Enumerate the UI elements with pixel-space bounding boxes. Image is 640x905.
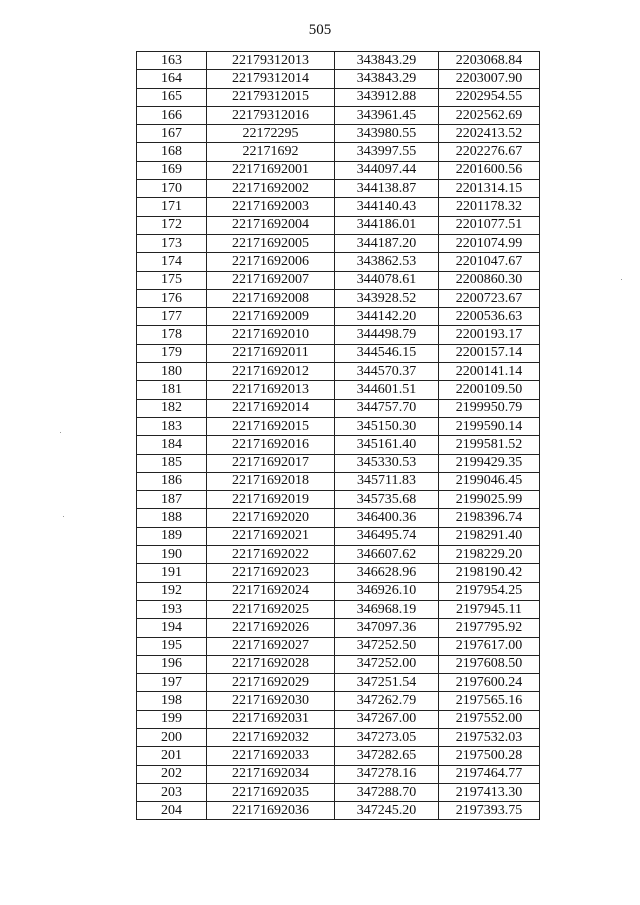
point-id-cell: 22171692036 — [207, 802, 335, 820]
point-id-cell: 22179312015 — [207, 88, 335, 106]
point-id-cell: 22171692009 — [207, 308, 335, 326]
point-id-cell: 22171692024 — [207, 582, 335, 600]
y-coordinate-cell: 2197608.50 — [439, 655, 540, 673]
table-row — [137, 582, 540, 600]
x-coordinate-cell: 347278.16 — [335, 765, 439, 783]
point-id-cell: 22171692016 — [207, 436, 335, 454]
row-number-cell: 167 — [137, 125, 207, 143]
y-coordinate-cell: 2197600.24 — [439, 674, 540, 692]
point-id-cell: 22171692010 — [207, 326, 335, 344]
table-row — [137, 234, 540, 252]
y-coordinate-cell: 2197565.16 — [439, 692, 540, 710]
y-coordinate-cell: 2198396.74 — [439, 509, 540, 527]
x-coordinate-cell: 347097.36 — [335, 619, 439, 637]
point-id-cell: 22171692006 — [207, 253, 335, 271]
x-coordinate-cell: 345735.68 — [335, 491, 439, 509]
table-row — [137, 326, 540, 344]
y-coordinate-cell: 2198229.20 — [439, 546, 540, 564]
table-row — [137, 216, 540, 234]
row-number-cell: 193 — [137, 600, 207, 618]
x-coordinate-cell: 347251.54 — [335, 674, 439, 692]
point-id-cell: 22171692035 — [207, 783, 335, 801]
row-number-cell: 204 — [137, 802, 207, 820]
y-coordinate-cell: 2197393.75 — [439, 802, 540, 820]
table-row — [137, 637, 540, 655]
x-coordinate-cell: 347273.05 — [335, 728, 439, 746]
y-coordinate-cell: 2200723.67 — [439, 289, 540, 307]
row-number-cell: 168 — [137, 143, 207, 161]
table-row — [137, 399, 540, 417]
table-row — [137, 436, 540, 454]
table-row — [137, 491, 540, 509]
row-number-cell: 201 — [137, 747, 207, 765]
y-coordinate-cell: 2197500.28 — [439, 747, 540, 765]
point-id-cell: 22171692025 — [207, 600, 335, 618]
point-id-cell: 22179312013 — [207, 52, 335, 70]
y-coordinate-cell: 2200193.17 — [439, 326, 540, 344]
y-coordinate-cell: 2202954.55 — [439, 88, 540, 106]
point-id-cell: 22171692021 — [207, 527, 335, 545]
point-id-cell: 22171692005 — [207, 234, 335, 252]
y-coordinate-cell: 2199046.45 — [439, 472, 540, 490]
x-coordinate-cell: 346495.74 — [335, 527, 439, 545]
y-coordinate-cell: 2197795.92 — [439, 619, 540, 637]
y-coordinate-cell: 2197945.11 — [439, 600, 540, 618]
table-row — [137, 381, 540, 399]
table-row — [137, 289, 540, 307]
x-coordinate-cell: 345330.53 — [335, 454, 439, 472]
row-number-cell: 184 — [137, 436, 207, 454]
x-coordinate-cell: 343928.52 — [335, 289, 439, 307]
row-number-cell: 170 — [137, 180, 207, 198]
table-row — [137, 600, 540, 618]
x-coordinate-cell: 347262.79 — [335, 692, 439, 710]
y-coordinate-cell: 2201074.99 — [439, 234, 540, 252]
point-id-cell: 22171692013 — [207, 381, 335, 399]
x-coordinate-cell: 344601.51 — [335, 381, 439, 399]
y-coordinate-cell: 2200157.14 — [439, 344, 540, 362]
y-coordinate-cell: 2201178.32 — [439, 198, 540, 216]
y-coordinate-cell: 2199581.52 — [439, 436, 540, 454]
table-row — [137, 70, 540, 88]
table-row — [137, 527, 540, 545]
y-coordinate-cell: 2202562.69 — [439, 106, 540, 124]
y-coordinate-cell: 2199950.79 — [439, 399, 540, 417]
table-row — [137, 765, 540, 783]
row-number-cell: 182 — [137, 399, 207, 417]
row-number-cell: 165 — [137, 88, 207, 106]
x-coordinate-cell: 343980.55 — [335, 125, 439, 143]
row-number-cell: 188 — [137, 509, 207, 527]
y-coordinate-cell: 2197954.25 — [439, 582, 540, 600]
row-number-cell: 169 — [137, 161, 207, 179]
x-coordinate-cell: 347282.65 — [335, 747, 439, 765]
point-id-cell: 22171692017 — [207, 454, 335, 472]
table-row — [137, 143, 540, 161]
table-row — [137, 619, 540, 637]
x-coordinate-cell: 346926.10 — [335, 582, 439, 600]
point-id-cell: 22171692015 — [207, 417, 335, 435]
table-row — [137, 564, 540, 582]
table-row — [137, 655, 540, 673]
y-coordinate-cell: 2202276.67 — [439, 143, 540, 161]
x-coordinate-cell: 345161.40 — [335, 436, 439, 454]
row-number-cell: 203 — [137, 783, 207, 801]
row-number-cell: 197 — [137, 674, 207, 692]
y-coordinate-cell: 2201314.15 — [439, 180, 540, 198]
point-id-cell: 22171692001 — [207, 161, 335, 179]
x-coordinate-cell: 343862.53 — [335, 253, 439, 271]
point-id-cell: 22171692034 — [207, 765, 335, 783]
x-coordinate-cell: 344546.15 — [335, 344, 439, 362]
coordinates-table — [136, 51, 540, 820]
row-number-cell: 191 — [137, 564, 207, 582]
row-number-cell: 178 — [137, 326, 207, 344]
point-id-cell: 22171692003 — [207, 198, 335, 216]
row-number-cell: 166 — [137, 106, 207, 124]
point-id-cell: 22171692027 — [207, 637, 335, 655]
point-id-cell: 22179312016 — [207, 106, 335, 124]
point-id-cell: 22171692022 — [207, 546, 335, 564]
point-id-cell: 22171692030 — [207, 692, 335, 710]
row-number-cell: 196 — [137, 655, 207, 673]
y-coordinate-cell: 2197617.00 — [439, 637, 540, 655]
row-number-cell: 179 — [137, 344, 207, 362]
x-coordinate-cell: 343961.45 — [335, 106, 439, 124]
table-row — [137, 417, 540, 435]
x-coordinate-cell: 346968.19 — [335, 600, 439, 618]
table-row — [137, 88, 540, 106]
table-row — [137, 253, 540, 271]
x-coordinate-cell: 344138.87 — [335, 180, 439, 198]
row-number-cell: 175 — [137, 271, 207, 289]
x-coordinate-cell: 344140.43 — [335, 198, 439, 216]
x-coordinate-cell: 344097.44 — [335, 161, 439, 179]
table-row — [137, 106, 540, 124]
row-number-cell: 180 — [137, 363, 207, 381]
table-row — [137, 546, 540, 564]
x-coordinate-cell: 347288.70 — [335, 783, 439, 801]
row-number-cell: 181 — [137, 381, 207, 399]
table-row — [137, 180, 540, 198]
scan-speck — [60, 432, 61, 433]
table-row — [137, 454, 540, 472]
row-number-cell: 174 — [137, 253, 207, 271]
table-row — [137, 783, 540, 801]
x-coordinate-cell: 344186.01 — [335, 216, 439, 234]
row-number-cell: 189 — [137, 527, 207, 545]
table-row — [137, 198, 540, 216]
point-id-cell: 22171692023 — [207, 564, 335, 582]
table-row — [137, 728, 540, 746]
x-coordinate-cell: 346400.36 — [335, 509, 439, 527]
y-coordinate-cell: 2199590.14 — [439, 417, 540, 435]
table-row — [137, 308, 540, 326]
x-coordinate-cell: 343843.29 — [335, 70, 439, 88]
row-number-cell: 194 — [137, 619, 207, 637]
x-coordinate-cell: 344142.20 — [335, 308, 439, 326]
row-number-cell: 198 — [137, 692, 207, 710]
point-id-cell: 22171692029 — [207, 674, 335, 692]
y-coordinate-cell: 2197464.77 — [439, 765, 540, 783]
point-id-cell: 22171692032 — [207, 728, 335, 746]
x-coordinate-cell: 346628.96 — [335, 564, 439, 582]
row-number-cell: 200 — [137, 728, 207, 746]
table-row — [137, 52, 540, 70]
y-coordinate-cell: 2197552.00 — [439, 710, 540, 728]
point-id-cell: 22171692014 — [207, 399, 335, 417]
point-id-cell: 22179312014 — [207, 70, 335, 88]
row-number-cell: 163 — [137, 52, 207, 70]
y-coordinate-cell: 2201600.56 — [439, 161, 540, 179]
table-row — [137, 674, 540, 692]
y-coordinate-cell: 2203068.84 — [439, 52, 540, 70]
y-coordinate-cell: 2199429.35 — [439, 454, 540, 472]
y-coordinate-cell: 2198291.40 — [439, 527, 540, 545]
point-id-cell: 22171692004 — [207, 216, 335, 234]
point-id-cell: 22171692 — [207, 143, 335, 161]
row-number-cell: 171 — [137, 198, 207, 216]
x-coordinate-cell: 347252.50 — [335, 637, 439, 655]
row-number-cell: 202 — [137, 765, 207, 783]
x-coordinate-cell: 344570.37 — [335, 363, 439, 381]
row-number-cell: 164 — [137, 70, 207, 88]
y-coordinate-cell: 2200536.63 — [439, 308, 540, 326]
table-row — [137, 125, 540, 143]
table-row — [137, 363, 540, 381]
point-id-cell: 22171692028 — [207, 655, 335, 673]
point-id-cell: 22171692031 — [207, 710, 335, 728]
y-coordinate-cell: 2200860.30 — [439, 271, 540, 289]
y-coordinate-cell: 2198190.42 — [439, 564, 540, 582]
table-row — [137, 344, 540, 362]
table-row — [137, 747, 540, 765]
table-row — [137, 710, 540, 728]
point-id-cell: 22171692019 — [207, 491, 335, 509]
y-coordinate-cell: 2200141.14 — [439, 363, 540, 381]
row-number-cell: 195 — [137, 637, 207, 655]
row-number-cell: 187 — [137, 491, 207, 509]
x-coordinate-cell: 344757.70 — [335, 399, 439, 417]
point-id-cell: 22171692007 — [207, 271, 335, 289]
page-number: 505 — [308, 22, 332, 38]
point-id-cell: 22171692020 — [207, 509, 335, 527]
x-coordinate-cell: 347252.00 — [335, 655, 439, 673]
scan-speck — [621, 279, 622, 280]
y-coordinate-cell: 2197532.03 — [439, 728, 540, 746]
y-coordinate-cell: 2202413.52 — [439, 125, 540, 143]
x-coordinate-cell: 343912.88 — [335, 88, 439, 106]
table-row — [137, 802, 540, 820]
table-body — [137, 52, 540, 820]
table-row — [137, 472, 540, 490]
x-coordinate-cell: 343997.55 — [335, 143, 439, 161]
x-coordinate-cell: 344498.79 — [335, 326, 439, 344]
x-coordinate-cell: 344078.61 — [335, 271, 439, 289]
row-number-cell: 190 — [137, 546, 207, 564]
row-number-cell: 173 — [137, 234, 207, 252]
scan-speck — [63, 516, 64, 517]
row-number-cell: 177 — [137, 308, 207, 326]
row-number-cell: 185 — [137, 454, 207, 472]
row-number-cell: 176 — [137, 289, 207, 307]
table-row — [137, 161, 540, 179]
y-coordinate-cell: 2199025.99 — [439, 491, 540, 509]
row-number-cell: 186 — [137, 472, 207, 490]
x-coordinate-cell: 345711.83 — [335, 472, 439, 490]
x-coordinate-cell: 347245.20 — [335, 802, 439, 820]
point-id-cell: 22171692026 — [207, 619, 335, 637]
row-number-cell: 172 — [137, 216, 207, 234]
point-id-cell: 22171692033 — [207, 747, 335, 765]
table-row — [137, 271, 540, 289]
x-coordinate-cell: 343843.29 — [335, 52, 439, 70]
table-row — [137, 509, 540, 527]
x-coordinate-cell: 345150.30 — [335, 417, 439, 435]
y-coordinate-cell: 2197413.30 — [439, 783, 540, 801]
y-coordinate-cell: 2200109.50 — [439, 381, 540, 399]
y-coordinate-cell: 2203007.90 — [439, 70, 540, 88]
row-number-cell: 192 — [137, 582, 207, 600]
x-coordinate-cell: 347267.00 — [335, 710, 439, 728]
point-id-cell: 22171692018 — [207, 472, 335, 490]
x-coordinate-cell: 344187.20 — [335, 234, 439, 252]
y-coordinate-cell: 2201077.51 — [439, 216, 540, 234]
x-coordinate-cell: 346607.62 — [335, 546, 439, 564]
point-id-cell: 22171692008 — [207, 289, 335, 307]
table-row — [137, 692, 540, 710]
point-id-cell: 22172295 — [207, 125, 335, 143]
point-id-cell: 22171692012 — [207, 363, 335, 381]
point-id-cell: 22171692011 — [207, 344, 335, 362]
row-number-cell: 183 — [137, 417, 207, 435]
point-id-cell: 22171692002 — [207, 180, 335, 198]
row-number-cell: 199 — [137, 710, 207, 728]
y-coordinate-cell: 2201047.67 — [439, 253, 540, 271]
